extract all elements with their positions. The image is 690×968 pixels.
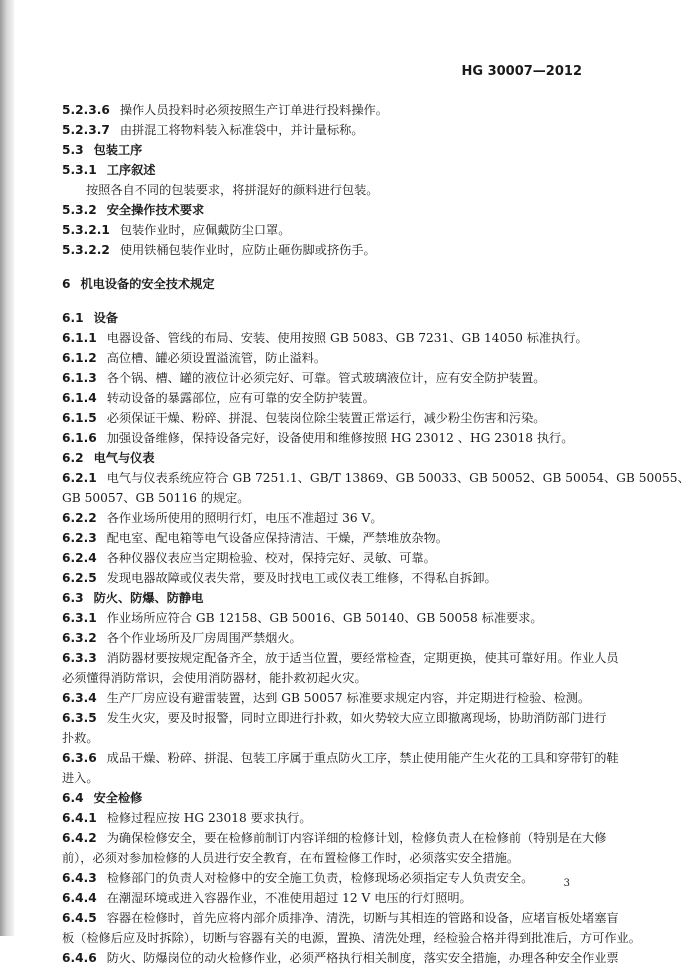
clause-text: 电器设备、管线的布局、安装、使用按照 GB 5083、GB 7231、GB 14050 标准执行。: [106, 331, 588, 345]
text-line: [62, 568, 586, 588]
clause-number: 5.3.2.1: [62, 223, 110, 237]
clause-text: 高位槽、罐必须设置溢流管，防止溢料。: [106, 351, 327, 365]
clause-number: 6.3.6: [62, 751, 97, 765]
clause-text: 消防器材要按规定配备齐全，放于适当位置，要经常检查，定期更换，使其可靠好用。作业人员: [106, 651, 619, 665]
text-line: [62, 240, 586, 260]
clause-text: 操作人员投料时必须按照生产订单进行投料操作。: [119, 103, 388, 117]
clause-text: 按照各自不同的包装要求，将拼混好的颜料进行包装。: [86, 183, 379, 197]
clause-text: 必须懂得消防常识，会使用消防器材，能扑救初起火灾。: [62, 671, 367, 685]
text-line: [62, 368, 586, 388]
clause-number: 6.1.4: [62, 391, 97, 405]
clause-text: 发现电器故障或仪表失常，要及时找电工或仪表工维修，不得私自拆卸。: [106, 571, 497, 585]
clause-number: 6.3.5: [62, 711, 97, 725]
clause-number: 6.4.4: [62, 891, 97, 905]
clause-text: 配电室、配电箱等电气设备应保持清洁、干燥，严禁堆放杂物。: [106, 531, 448, 545]
text-line: [62, 408, 586, 428]
clause-number: 6.1.3: [62, 371, 97, 385]
clause-number: 5.3: [62, 143, 84, 157]
text-line: [62, 848, 586, 868]
text-line: [62, 180, 586, 200]
text-line: [62, 728, 586, 748]
clause-number: 6.1.2: [62, 351, 97, 365]
text-line: [62, 768, 586, 788]
standard-code-header: HG 30007—2012: [461, 64, 582, 79]
section-heading: 防火、防爆、防静电: [93, 591, 204, 605]
text-line: [62, 140, 586, 160]
clause-text: 板（检修后应及时拆除），切断与容器有关的电源，置换、清洗处理，经检验合格并得到批准后，方可作业。: [62, 931, 641, 945]
clause-text: 检修部门的负责人对检修中的安全施工负责，检修现场必须指定专人负责安全。: [106, 871, 534, 885]
clause-number: 6.2.5: [62, 571, 97, 585]
text-line: [62, 448, 586, 468]
clause-text: 加强设备维修，保持设备完好，设备使用和维修按照 HG 23012 、HG 23018 执行。: [106, 431, 574, 445]
text-line: [62, 274, 586, 294]
text-line: [62, 100, 586, 120]
text-line: [62, 588, 586, 608]
text-line: [62, 688, 591, 708]
clause-number: 6.4.5: [62, 911, 97, 925]
clause-number: 5.2.3.6: [62, 103, 110, 117]
text-line: [62, 548, 586, 568]
text-line: [62, 888, 586, 908]
clause-number: 6.4.3: [62, 871, 97, 885]
clause-number: 6.1.5: [62, 411, 97, 425]
clause-text: 作业场所应符合 GB 12158、GB 50016、GB 50140、GB 50058 标准要求。: [106, 611, 543, 625]
text-line: [62, 468, 690, 488]
clause-text: 检修过程应按 HG 23018 要求执行。: [106, 811, 312, 825]
clause-text: 生产厂房应设有避雷装置，达到 GB 50057 标准要求规定内容，并定期进行检验、检测。: [106, 691, 591, 705]
text-line: [62, 528, 586, 548]
text-line: [62, 948, 619, 968]
text-line: [62, 808, 586, 828]
clause-text: 进入。: [62, 771, 99, 785]
clause-number: 6.3.4: [62, 691, 97, 705]
clause-number: 6.4: [62, 791, 84, 805]
text-line: [62, 668, 586, 688]
text-line: [62, 788, 586, 808]
text-line: [62, 200, 586, 220]
clause-text: 扑救。: [62, 731, 99, 745]
clause-number: 5.3.1: [62, 163, 97, 177]
clause-text: 电气与仪表系统应符合 GB 7251.1、GB/T 13869、GB 50033、GB 50052、GB 50054、GB 50055、: [106, 471, 690, 485]
clause-number: 6.3: [62, 591, 84, 605]
clause-text: 各种仪器仪表应当定期检验、校对，保持完好、灵敏、可靠。: [106, 551, 436, 565]
clause-text: GB 50057、GB 50116 的规定。: [62, 491, 250, 505]
text-line: [62, 488, 586, 508]
clause-number: 6.1.1: [62, 331, 97, 345]
clause-number: 5.3.2.2: [62, 243, 110, 257]
clause-text: 为确保检修安全，要在检修前制订内容详细的检修计划，检修负责人在检修前（特别是在大修: [106, 831, 607, 845]
text-line: [62, 628, 586, 648]
clause-text: 在潮湿环境或进入容器作业，不准使用超过 12 V 电压的行灯照明。: [106, 891, 472, 905]
text-line: [62, 648, 619, 668]
section-heading: 机电设备的安全技术规定: [80, 277, 215, 291]
text-line: [62, 928, 641, 948]
clause-number: 5.3.2: [62, 203, 97, 217]
text-line: [62, 348, 586, 368]
clause-number: 6.2: [62, 451, 84, 465]
text-line: [62, 908, 619, 928]
page-number: 3: [563, 878, 570, 889]
text-line: [62, 388, 586, 408]
clause-number: 6.2.4: [62, 551, 97, 565]
text-line: [62, 220, 586, 240]
clause-number: 6.3.2: [62, 631, 97, 645]
text-line: [62, 748, 619, 768]
clause-text: 必须保证干燥、粉碎、拼混、包装岗位除尘装置正常运行，减少粉尘伤害和污染。: [106, 411, 546, 425]
text-line: [62, 308, 586, 328]
document-body: [62, 100, 690, 968]
section-heading: 设备: [93, 311, 118, 325]
text-line: [62, 428, 586, 448]
clause-text: 各个锅、槽、罐的液位计必须完好、可靠。管式玻璃液位计，应有安全防护装置。: [106, 371, 546, 385]
clause-text: 各个作业场所及厂房周围严禁烟火。: [106, 631, 302, 645]
clause-text: 防火、防爆岗位的动火检修作业，必须严格执行相关制度，落实安全措施，办理各种安全作业票: [106, 951, 619, 965]
text-line: [62, 708, 607, 728]
clause-text: 使用铁桶包装作业时，应防止砸伤脚或挤伤手。: [119, 243, 376, 257]
clause-number: 6.3.3: [62, 651, 97, 665]
text-line: [62, 328, 586, 348]
clause-text: 转动设备的暴露部位，应有可靠的安全防护装置。: [106, 391, 375, 405]
clause-text: 发生火灾，要及时报警，同时立即进行扑救，如火势较大应立即撤离现场，协助消防部门进行: [106, 711, 607, 725]
clause-number: 6.4.2: [62, 831, 97, 845]
section-heading: 工序叙述: [106, 163, 156, 177]
clause-number: 6.2.1: [62, 471, 97, 485]
text-line: [62, 608, 586, 628]
clause-number: 6.4.6: [62, 951, 97, 965]
clause-number: 6.1.6: [62, 431, 97, 445]
clause-number: 6.2.2: [62, 511, 97, 525]
clause-number: 5.2.3.7: [62, 123, 110, 137]
section-heading: 安全检修: [93, 791, 143, 805]
clause-text: 由拼混工将物料装入标准袋中，并计量标称。: [119, 123, 364, 137]
text-line: [62, 160, 586, 180]
scan-edge-shadow: [0, 0, 14, 936]
clause-number: 6.4.1: [62, 811, 97, 825]
clause-text: 成品干燥、粉碎、拼混、包装工序属于重点防火工序，禁止使用能产生火花的工具和穿带钉的鞋: [106, 751, 619, 765]
section-heading: 安全操作技术要求: [106, 203, 205, 217]
clause-number: 6: [62, 277, 71, 291]
text-line: [62, 120, 586, 140]
clause-number: 6.3.1: [62, 611, 97, 625]
clause-text: 各作业场所使用的照明行灯，电压不准超过 36 V。: [106, 511, 383, 525]
text-line: [62, 828, 607, 848]
clause-text: 前），必须对参加检修的人员进行安全教育，在布置检修工作时，必须落实安全措施。: [62, 851, 520, 865]
clause-number: 6.2.3: [62, 531, 97, 545]
section-heading: 包装工序: [93, 143, 143, 157]
text-line: [62, 508, 586, 528]
text-line: [62, 868, 586, 888]
clause-text: 容器在检修时，首先应将内部介质排净、清洗，切断与其相连的管路和设备，应堵盲板处堵塞盲: [106, 911, 619, 925]
clause-text: 包装作业时，应佩戴防尘口罩。: [119, 223, 291, 237]
section-heading: 电气与仪表: [93, 451, 155, 465]
clause-number: 6.1: [62, 311, 84, 325]
